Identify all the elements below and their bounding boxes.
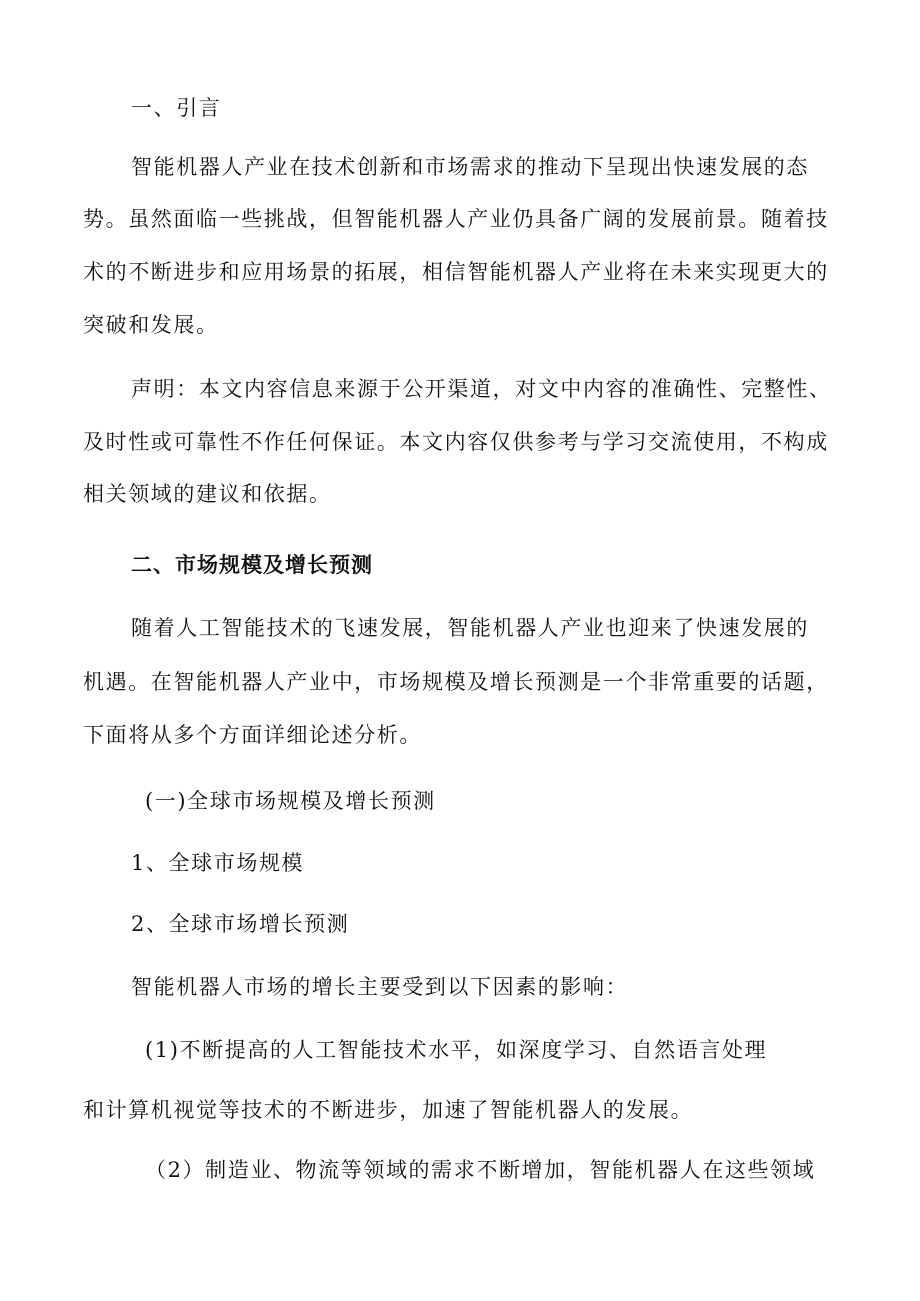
intro-paragraph-line-3: 术的不断进步和应用场景的拓展，相信智能机器人产业将在未来实现更大的 bbox=[83, 260, 829, 284]
intro-paragraph-line-2: 势。虽然面临一些挑战，但智能机器人产业仍具备广阔的发展前景。随着技 bbox=[83, 207, 829, 231]
disclaimer-line-2: 及时性或可靠性不作任何保证。本文内容仅供参考与学习交流使用，不构成 bbox=[83, 430, 829, 454]
section-heading-market-size: 二、市场规模及增长预测 bbox=[131, 553, 373, 577]
disclaimer-line-3: 相关领域的建议和依据。 bbox=[83, 482, 332, 506]
factor-1-line-2: 和计算机视觉等技术的不断进步，加速了智能机器人的发展。 bbox=[83, 1098, 694, 1122]
market-intro-line-3: 下面将从多个方面详细论述分析。 bbox=[83, 723, 422, 747]
market-intro-line-2: 机遇。在智能机器人产业中，市场规模及增长预测是一个非常重要的话题， bbox=[83, 670, 829, 694]
disclaimer-line-1: 声明：本文内容信息来源于公开渠道，对文中内容的准确性、完整性、 bbox=[131, 377, 832, 401]
market-intro-line-1: 随着人工智能技术的飞速发展，智能机器人产业也迎来了快速发展的 bbox=[131, 616, 809, 640]
growth-factors-intro: 智能机器人市场的增长主要受到以下因素的影响： bbox=[131, 975, 629, 999]
intro-paragraph-line-4: 突破和发展。 bbox=[83, 313, 219, 337]
subheading-global-market: (一)全球市场规模及增长预测 bbox=[145, 789, 436, 813]
list-item-global-market-size: 1、全球市场规模 bbox=[131, 851, 305, 875]
list-item-global-growth-forecast: 2、全球市场增长预测 bbox=[131, 912, 350, 936]
factor-1-line-1: (1)不断提高的人工智能技术水平，如深度学习、自然语言处理 bbox=[145, 1038, 768, 1062]
section-heading-introduction: 一、引言 bbox=[131, 96, 222, 120]
intro-paragraph-line-1: 智能机器人产业在技术创新和市场需求的推动下呈现出快速发展的态 bbox=[131, 155, 809, 179]
factor-2-line-1: （2）制造业、物流等领域的需求不断增加，智能机器人在这些领域 bbox=[145, 1158, 816, 1182]
